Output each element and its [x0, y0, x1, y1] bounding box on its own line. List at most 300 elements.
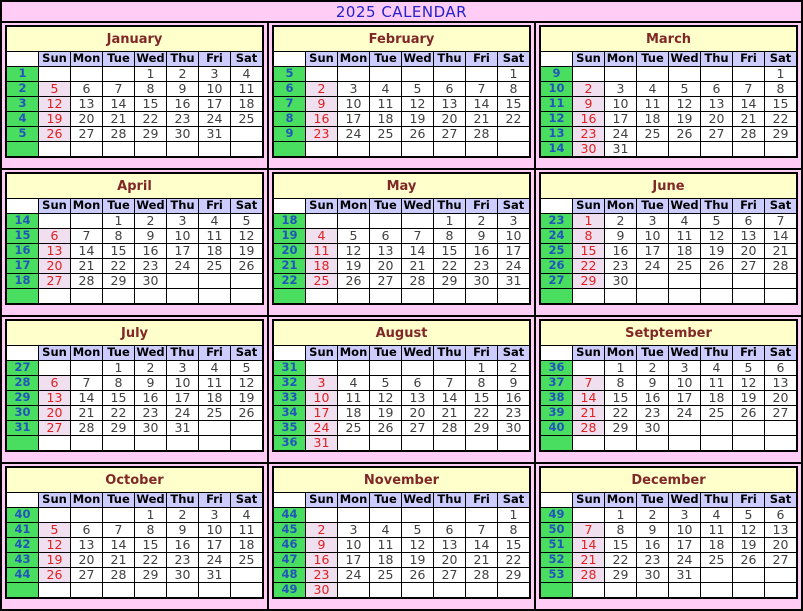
day-cell — [231, 421, 264, 436]
day-cell: 13 — [370, 244, 402, 259]
day-cell: 26 — [231, 406, 264, 421]
day-cell: 12 — [231, 376, 264, 391]
day-cell: 10 — [338, 97, 370, 112]
day-cell: 13 — [71, 97, 103, 112]
week-row — [273, 112, 530, 127]
day-cell — [466, 583, 498, 599]
day-cell — [231, 142, 264, 158]
day-cell: 31 — [167, 421, 199, 436]
day-header-tue: Tue — [103, 199, 135, 214]
month-july — [2, 317, 267, 462]
day-cell: 11 — [701, 523, 733, 538]
day-cell: 22 — [434, 259, 466, 274]
day-cell: 27 — [370, 274, 402, 289]
day-cell: 16 — [498, 391, 531, 406]
day-cell: 12 — [669, 97, 701, 112]
day-cell: 17 — [167, 391, 199, 406]
week-row — [273, 229, 530, 244]
week-number: 46 — [273, 538, 306, 553]
day-cell: 7 — [733, 82, 765, 97]
day-cell: 10 — [637, 229, 669, 244]
week-row — [540, 127, 797, 142]
day-header-fri: Fri — [466, 346, 498, 361]
day-cell: 1 — [605, 361, 637, 376]
day-header-sat: Sat — [231, 52, 264, 67]
day-header-mon: Mon — [605, 199, 637, 214]
day-header-tue: Tue — [370, 52, 402, 67]
day-cell: 21 — [765, 244, 798, 259]
sunday-cell — [573, 583, 605, 599]
day-cell: 20 — [402, 406, 434, 421]
day-header-sat: Sat — [498, 52, 531, 67]
day-cell: 21 — [71, 406, 103, 421]
day-cell: 22 — [103, 406, 135, 421]
week-column-header — [540, 493, 573, 508]
day-cell: 6 — [701, 82, 733, 97]
day-cell: 14 — [103, 97, 135, 112]
day-cell: 18 — [199, 244, 231, 259]
day-cell — [103, 436, 135, 452]
day-cell: 24 — [498, 259, 531, 274]
day-cell: 9 — [167, 523, 199, 538]
day-cell: 4 — [199, 361, 231, 376]
day-cell — [370, 508, 402, 523]
day-cell: 26 — [338, 274, 370, 289]
day-header-wed: Wed — [403, 51, 432, 66]
day-cell — [338, 67, 370, 82]
week-number: 12 — [540, 112, 573, 127]
week-number: 18 — [6, 274, 39, 289]
day-cell — [669, 436, 701, 452]
day-cell: 3 — [498, 214, 531, 229]
day-cell: 11 — [199, 376, 231, 391]
day-cell: 25 — [701, 553, 733, 568]
week-number: 14 — [6, 214, 39, 229]
week-number: 30 — [6, 406, 39, 421]
day-cell — [637, 583, 669, 599]
day-cell — [370, 214, 402, 229]
day-header-mon: Mon — [605, 346, 637, 361]
sunday-cell: 1 — [573, 214, 605, 229]
day-cell: 10 — [338, 538, 370, 553]
week-number: 19 — [273, 229, 306, 244]
month-name: Setptember — [540, 320, 797, 346]
day-cell: 12 — [402, 97, 434, 112]
day-header-sun: Sun — [39, 52, 71, 67]
week-number: 10 — [540, 82, 573, 97]
week-row — [540, 244, 797, 259]
month-name: May — [273, 173, 530, 199]
day-cell — [637, 289, 669, 305]
day-cell: 15 — [135, 97, 167, 112]
day-cell: 15 — [605, 391, 637, 406]
day-cell: 9 — [605, 229, 637, 244]
day-cell: 16 — [466, 244, 498, 259]
day-cell: 23 — [167, 553, 199, 568]
week-row — [273, 523, 530, 538]
week-number — [540, 583, 573, 599]
week-number: 34 — [273, 406, 306, 421]
day-header-wed: Wed — [403, 345, 432, 360]
day-cell: 17 — [338, 553, 370, 568]
sunday-cell: 30 — [573, 142, 605, 158]
month-name: January — [6, 26, 263, 52]
week-row — [273, 538, 530, 553]
day-cell: 16 — [135, 391, 167, 406]
week-number: 29 — [6, 391, 39, 406]
day-cell: 27 — [434, 127, 466, 142]
day-cell: 15 — [434, 244, 466, 259]
day-header-fri: Fri — [733, 493, 765, 508]
day-cell: 12 — [338, 244, 370, 259]
sunday-cell: 17 — [306, 406, 338, 421]
day-cell: 1 — [103, 361, 135, 376]
sunday-cell: 28 — [573, 568, 605, 583]
day-cell: 11 — [637, 97, 669, 112]
month-table — [5, 172, 264, 305]
day-cell: 26 — [370, 421, 402, 436]
day-cell — [231, 583, 264, 599]
week-row — [273, 244, 530, 259]
week-number: 35 — [273, 421, 306, 436]
day-header-tue: Tue — [370, 493, 402, 508]
day-header-sat: Sat — [231, 346, 264, 361]
week-number: 5 — [273, 67, 306, 82]
day-cell: 5 — [231, 214, 264, 229]
week-row — [540, 583, 797, 599]
day-cell: 31 — [199, 568, 231, 583]
week-row — [273, 67, 530, 82]
day-cell: 5 — [370, 376, 402, 391]
day-cell: 14 — [434, 391, 466, 406]
sunday-cell — [306, 214, 338, 229]
day-cell: 21 — [71, 259, 103, 274]
sunday-cell: 9 — [573, 97, 605, 112]
day-cell — [231, 568, 264, 583]
day-cell — [402, 289, 434, 305]
week-row — [273, 289, 530, 305]
day-cell: 5 — [669, 82, 701, 97]
day-cell: 26 — [701, 259, 733, 274]
month-march — [536, 23, 801, 168]
day-header-fri: Fri — [733, 52, 765, 67]
sunday-cell: 20 — [39, 406, 71, 421]
day-cell: 24 — [669, 406, 701, 421]
day-cell: 24 — [605, 127, 637, 142]
day-cell — [402, 214, 434, 229]
sunday-cell: 23 — [306, 568, 338, 583]
week-row — [6, 421, 263, 436]
week-number: 43 — [6, 553, 39, 568]
day-cell: 21 — [434, 406, 466, 421]
week-number: 4 — [6, 112, 39, 127]
day-cell: 18 — [338, 406, 370, 421]
week-row — [540, 214, 797, 229]
week-number: 44 — [273, 508, 306, 523]
week-row — [6, 376, 263, 391]
week-number: 15 — [6, 229, 39, 244]
day-cell: 28 — [434, 421, 466, 436]
day-cell: 2 — [135, 214, 167, 229]
day-cell — [231, 289, 264, 305]
month-february — [269, 23, 534, 168]
sunday-cell: 5 — [39, 523, 71, 538]
week-row — [6, 583, 263, 599]
month-may — [269, 170, 534, 315]
day-cell: 8 — [605, 523, 637, 538]
day-cell — [103, 67, 135, 82]
day-header-sun: Sun — [39, 199, 71, 214]
day-cell: 2 — [167, 67, 199, 82]
day-cell: 24 — [669, 553, 701, 568]
month-name: August — [273, 320, 530, 346]
week-row — [6, 112, 263, 127]
day-cell — [338, 583, 370, 599]
month-setptember — [536, 317, 801, 462]
day-cell: 16 — [135, 244, 167, 259]
day-cell: 5 — [338, 229, 370, 244]
day-cell — [71, 436, 103, 452]
day-cell: 9 — [135, 229, 167, 244]
day-cell — [402, 436, 434, 452]
day-header-sun: Sun — [39, 346, 71, 361]
day-cell: 20 — [71, 553, 103, 568]
day-cell: 15 — [103, 391, 135, 406]
day-cell: 6 — [765, 361, 798, 376]
day-cell — [338, 214, 370, 229]
day-cell: 7 — [466, 523, 498, 538]
day-header-fri: Fri — [733, 346, 765, 361]
day-cell: 28 — [71, 274, 103, 289]
sunday-cell: 7 — [573, 523, 605, 538]
day-cell — [733, 421, 765, 436]
day-cell — [733, 436, 765, 452]
sunday-cell: 30 — [306, 583, 338, 599]
day-header-sat: Sat — [765, 199, 798, 214]
day-header-mon: Mon — [71, 199, 103, 214]
week-number: 17 — [6, 259, 39, 274]
day-cell: 1 — [498, 508, 531, 523]
week-number: 31 — [6, 421, 39, 436]
month-august — [269, 317, 534, 462]
day-cell — [135, 142, 167, 158]
day-cell: 3 — [605, 82, 637, 97]
month-january — [2, 23, 267, 168]
sunday-cell — [39, 142, 71, 158]
sunday-cell: 26 — [39, 127, 71, 142]
day-cell: 18 — [231, 538, 264, 553]
day-cell: 14 — [765, 229, 798, 244]
day-cell: 18 — [701, 391, 733, 406]
week-row — [273, 376, 530, 391]
sunday-cell: 12 — [39, 538, 71, 553]
day-cell: 27 — [701, 127, 733, 142]
day-cell: 3 — [338, 523, 370, 538]
day-cell: 3 — [167, 214, 199, 229]
day-cell — [402, 361, 434, 376]
day-cell: 13 — [765, 376, 798, 391]
day-cell — [765, 583, 798, 599]
day-cell — [637, 142, 669, 158]
day-cell: 8 — [103, 376, 135, 391]
day-cell: 29 — [605, 421, 637, 436]
sunday-cell: 16 — [306, 112, 338, 127]
sunday-cell: 9 — [306, 97, 338, 112]
week-number: 24 — [540, 229, 573, 244]
day-cell — [370, 436, 402, 452]
sunday-cell: 3 — [306, 376, 338, 391]
day-cell: 14 — [71, 244, 103, 259]
month-november — [269, 464, 534, 609]
sunday-cell — [39, 67, 71, 82]
day-cell — [338, 508, 370, 523]
week-number: 53 — [540, 568, 573, 583]
day-cell — [669, 289, 701, 305]
day-cell: 20 — [765, 391, 798, 406]
week-number — [6, 583, 39, 599]
day-cell — [71, 214, 103, 229]
month-april — [2, 170, 267, 315]
day-cell: 28 — [402, 274, 434, 289]
sunday-cell: 13 — [39, 244, 71, 259]
day-cell — [167, 289, 199, 305]
day-cell — [370, 67, 402, 82]
day-cell: 6 — [434, 523, 466, 538]
week-number — [6, 142, 39, 158]
day-cell: 6 — [733, 214, 765, 229]
sunday-cell: 25 — [306, 274, 338, 289]
day-cell — [637, 436, 669, 452]
day-cell: 18 — [199, 391, 231, 406]
day-cell: 31 — [605, 142, 637, 158]
day-cell: 19 — [231, 391, 264, 406]
day-header-thu: Thu — [434, 52, 466, 67]
day-cell: 10 — [199, 523, 231, 538]
day-cell: 20 — [765, 538, 798, 553]
week-column-header — [273, 493, 306, 508]
day-cell: 17 — [338, 112, 370, 127]
day-cell: 19 — [338, 259, 370, 274]
sunday-cell: 27 — [39, 421, 71, 436]
month-table — [539, 25, 798, 158]
week-row — [273, 553, 530, 568]
day-cell: 7 — [103, 82, 135, 97]
day-cell — [605, 583, 637, 599]
month-table — [272, 319, 531, 452]
day-cell: 8 — [466, 376, 498, 391]
week-row — [540, 538, 797, 553]
sunday-cell: 12 — [39, 97, 71, 112]
day-cell — [103, 142, 135, 158]
day-cell: 2 — [498, 361, 531, 376]
day-cell: 30 — [466, 274, 498, 289]
day-cell: 3 — [199, 67, 231, 82]
week-number: 1 — [6, 67, 39, 82]
day-cell: 23 — [498, 406, 531, 421]
day-cell: 3 — [669, 361, 701, 376]
day-cell: 8 — [498, 82, 531, 97]
day-cell: 17 — [167, 244, 199, 259]
day-header-wed: Wed — [670, 492, 699, 507]
day-cell: 27 — [765, 553, 798, 568]
day-header-fri: Fri — [199, 346, 231, 361]
day-cell — [199, 583, 231, 599]
day-cell: 13 — [733, 229, 765, 244]
day-cell: 20 — [434, 112, 466, 127]
sunday-cell — [306, 67, 338, 82]
day-cell: 21 — [103, 112, 135, 127]
day-cell: 20 — [434, 553, 466, 568]
sunday-cell: 8 — [573, 229, 605, 244]
day-cell — [701, 142, 733, 158]
day-cell: 29 — [135, 568, 167, 583]
day-cell: 6 — [370, 229, 402, 244]
week-row — [273, 361, 530, 376]
months-grid — [2, 21, 801, 609]
day-cell: 16 — [637, 538, 669, 553]
sunday-cell — [306, 508, 338, 523]
day-cell: 13 — [434, 97, 466, 112]
sunday-cell: 15 — [573, 244, 605, 259]
day-cell: 17 — [199, 97, 231, 112]
week-number: 9 — [540, 67, 573, 82]
day-cell: 2 — [637, 361, 669, 376]
sunday-cell: 19 — [39, 553, 71, 568]
week-number — [273, 289, 306, 305]
day-cell: 4 — [231, 508, 264, 523]
day-header-sun: Sun — [573, 493, 605, 508]
week-row — [273, 421, 530, 436]
day-cell: 1 — [765, 67, 798, 82]
day-cell: 8 — [605, 376, 637, 391]
week-row — [540, 568, 797, 583]
day-cell: 18 — [701, 538, 733, 553]
day-cell — [765, 436, 798, 452]
week-row — [273, 508, 530, 523]
day-cell — [701, 436, 733, 452]
day-cell: 19 — [701, 244, 733, 259]
week-number: 42 — [6, 538, 39, 553]
day-cell: 22 — [605, 553, 637, 568]
day-cell: 30 — [637, 568, 669, 583]
week-row — [540, 97, 797, 112]
day-cell: 8 — [103, 229, 135, 244]
week-row — [6, 553, 263, 568]
day-cell — [199, 421, 231, 436]
sunday-cell: 22 — [573, 259, 605, 274]
day-cell: 1 — [498, 67, 531, 82]
week-row — [540, 82, 797, 97]
day-cell: 24 — [199, 112, 231, 127]
day-cell: 8 — [434, 229, 466, 244]
day-cell: 19 — [370, 406, 402, 421]
day-cell — [231, 274, 264, 289]
day-cell: 26 — [231, 259, 264, 274]
day-header-thu: Thu — [701, 493, 733, 508]
day-cell: 10 — [167, 229, 199, 244]
day-cell — [733, 289, 765, 305]
sunday-cell: 16 — [573, 112, 605, 127]
day-cell — [434, 142, 466, 158]
week-row — [6, 82, 263, 97]
day-cell: 29 — [135, 127, 167, 142]
day-cell: 6 — [402, 376, 434, 391]
week-row — [273, 97, 530, 112]
day-cell: 29 — [103, 274, 135, 289]
week-number: 51 — [540, 538, 573, 553]
day-cell: 2 — [637, 508, 669, 523]
week-number: 40 — [6, 508, 39, 523]
